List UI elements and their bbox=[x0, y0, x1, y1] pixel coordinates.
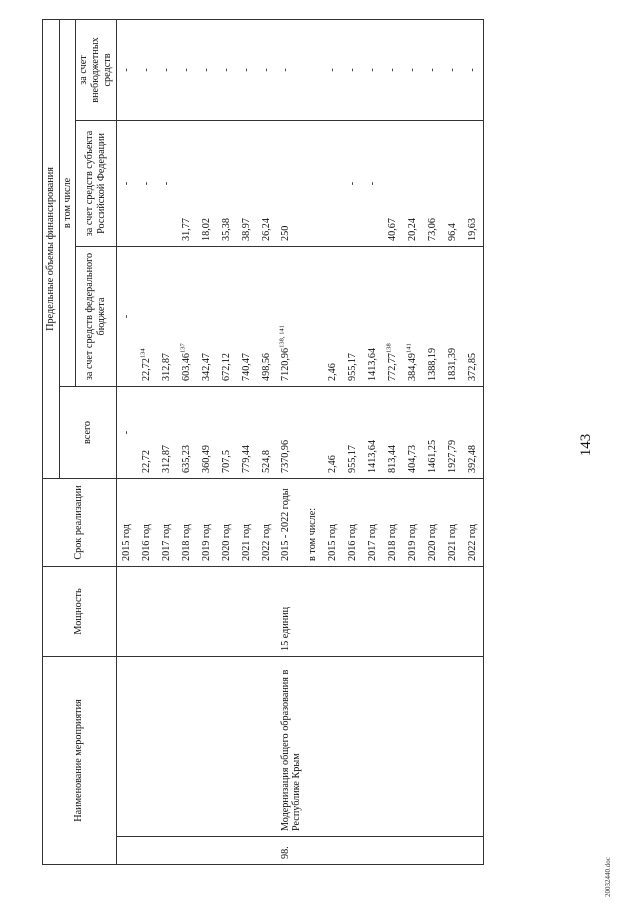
cell-regional: 26,24 bbox=[257, 120, 277, 246]
cell-federal bbox=[383, 246, 403, 386]
cell-extra: - bbox=[323, 19, 343, 120]
cell-regional: - bbox=[116, 120, 137, 246]
cell-name bbox=[303, 656, 323, 836]
cell-federal bbox=[137, 246, 157, 386]
cell-period: 2015 год bbox=[116, 478, 137, 566]
footnote-ref: 138 bbox=[385, 343, 393, 353]
cell-name bbox=[443, 656, 463, 836]
cell-total: 524,8 bbox=[257, 386, 277, 478]
cell-number bbox=[116, 837, 137, 865]
table-row bbox=[363, 19, 383, 864]
item-total: 7370,96 bbox=[277, 386, 303, 478]
cell-total: 707,5 bbox=[217, 386, 237, 478]
cell-number bbox=[383, 837, 403, 865]
cell-regional: - bbox=[363, 120, 383, 246]
cell-total: 635,23 bbox=[177, 386, 197, 478]
cell-federal bbox=[343, 246, 363, 386]
cell-extra: - bbox=[197, 19, 217, 120]
cell-total: 312,87 bbox=[157, 386, 177, 478]
federal-value: 1413,64 bbox=[367, 347, 379, 381]
table-row bbox=[343, 19, 363, 864]
cell-period: 2017 год bbox=[363, 478, 383, 566]
cell-total: 1927,79 bbox=[443, 386, 463, 478]
cell-period: 2017 год bbox=[157, 478, 177, 566]
federal-value: 955,17 bbox=[347, 352, 359, 381]
cell-number bbox=[157, 837, 177, 865]
cell-total: 2,46 bbox=[323, 386, 343, 478]
cell-extra: - bbox=[257, 19, 277, 120]
cell-extra: - bbox=[217, 19, 237, 120]
table-row bbox=[403, 19, 423, 864]
cell-name bbox=[197, 656, 217, 836]
cell-total: 404,73 bbox=[403, 386, 423, 478]
cell-federal bbox=[403, 246, 423, 386]
federal-value: 672,12 bbox=[220, 352, 232, 381]
cell-regional: - bbox=[157, 120, 177, 246]
item-extra: - bbox=[277, 19, 303, 120]
cell-extra: - bbox=[463, 19, 484, 120]
footnote-ref: 134 bbox=[139, 348, 147, 359]
cell-period: 2021 год bbox=[443, 478, 463, 566]
cell-capacity bbox=[257, 566, 277, 656]
item-capacity: 15 единиц bbox=[277, 566, 303, 656]
cell-period: 2016 год bbox=[343, 478, 363, 566]
cell-federal bbox=[237, 246, 257, 386]
federal-value: 498,56 bbox=[260, 352, 272, 381]
cell-total: 779,44 bbox=[237, 386, 257, 478]
cell-period: 2015 год bbox=[323, 478, 343, 566]
federal-value: 2,46 bbox=[327, 363, 339, 381]
federal-value: 342,47 bbox=[200, 352, 212, 381]
cell-extra: - bbox=[237, 19, 257, 120]
item-regional: 250 bbox=[277, 120, 303, 246]
table-row bbox=[463, 19, 484, 864]
cell-total: 813,44 bbox=[383, 386, 403, 478]
cell-number bbox=[343, 837, 363, 865]
table-row-item-98 bbox=[277, 19, 303, 864]
cell-extra: - bbox=[157, 19, 177, 120]
federal-value: 7120,96 bbox=[279, 347, 291, 381]
cell-name bbox=[343, 656, 363, 836]
cell-period: 2022 год bbox=[463, 478, 484, 566]
cell-extra: - bbox=[116, 19, 137, 120]
cell-regional: 31,77 bbox=[177, 120, 197, 246]
cell-regional bbox=[303, 120, 323, 246]
footnote-ref: 138, 141 bbox=[278, 325, 286, 348]
financing-table bbox=[42, 19, 484, 865]
header-including: в том числе bbox=[59, 19, 76, 386]
cell-federal bbox=[323, 246, 343, 386]
cell-capacity bbox=[217, 566, 237, 656]
cell-capacity bbox=[383, 566, 403, 656]
cell-name bbox=[257, 656, 277, 836]
cell-total: 392,48 bbox=[463, 386, 484, 478]
page-number: 143 bbox=[578, 433, 594, 457]
cell-name bbox=[363, 656, 383, 836]
cell-regional: 40,67 bbox=[383, 120, 403, 246]
cell-federal bbox=[217, 246, 237, 386]
cell-number bbox=[137, 837, 157, 865]
federal-value: 1388,19 bbox=[427, 347, 439, 381]
cell-total: 955,17 bbox=[343, 386, 363, 478]
table-row bbox=[257, 19, 277, 864]
cell-capacity bbox=[177, 566, 197, 656]
cell-regional: 19,63 bbox=[463, 120, 484, 246]
table-row bbox=[323, 19, 343, 864]
header-total: всего bbox=[59, 386, 116, 478]
table-row bbox=[197, 19, 217, 864]
cell-name bbox=[403, 656, 423, 836]
footer-code: 20032440.doc bbox=[604, 857, 612, 897]
federal-value: - bbox=[120, 314, 132, 319]
cell-extra bbox=[303, 19, 323, 120]
cell-name bbox=[383, 656, 403, 836]
cell-number bbox=[177, 837, 197, 865]
cell-period: 2020 год bbox=[217, 478, 237, 566]
table-row bbox=[137, 19, 157, 864]
cell-number bbox=[237, 837, 257, 865]
federal-value: 372,85 bbox=[467, 352, 479, 381]
table-body bbox=[116, 19, 483, 864]
cell-extra: - bbox=[343, 19, 363, 120]
item-federal bbox=[277, 246, 303, 386]
cell-regional: 20,24 bbox=[403, 120, 423, 246]
cell-number bbox=[197, 837, 217, 865]
table-row bbox=[217, 19, 237, 864]
federal-value: 384,49 bbox=[407, 352, 419, 381]
including-label: в том числе: bbox=[303, 478, 323, 566]
cell-name bbox=[323, 656, 343, 836]
cell-period: 2019 год bbox=[403, 478, 423, 566]
cell-period: 2022 год bbox=[257, 478, 277, 566]
cell-number bbox=[363, 837, 383, 865]
cell-extra: - bbox=[443, 19, 463, 120]
item-period: 2015 - 2022 годы bbox=[277, 478, 303, 566]
cell-federal bbox=[257, 246, 277, 386]
cell-regional: 35,38 bbox=[217, 120, 237, 246]
cell-federal bbox=[197, 246, 217, 386]
header-federal: за счет средств федерального бюджета bbox=[76, 246, 116, 386]
cell-federal bbox=[157, 246, 177, 386]
header-period: Срок реализации bbox=[43, 478, 117, 566]
header-capacity: Мощность bbox=[43, 566, 117, 656]
cell-capacity bbox=[403, 566, 423, 656]
cell-capacity bbox=[363, 566, 383, 656]
cell-number bbox=[463, 837, 484, 865]
cell-total: 22,72 bbox=[137, 386, 157, 478]
cell-total: 360,49 bbox=[197, 386, 217, 478]
cell-capacity bbox=[116, 566, 137, 656]
item-name: Модернизация общего образования в Республике Крым bbox=[277, 656, 303, 836]
cell-extra: - bbox=[177, 19, 197, 120]
cell-regional: 96,4 bbox=[443, 120, 463, 246]
cell-total: 1461,25 bbox=[423, 386, 443, 478]
cell-federal bbox=[303, 246, 323, 386]
cell-number bbox=[443, 837, 463, 865]
cell-capacity bbox=[323, 566, 343, 656]
cell-total: 1413,64 bbox=[363, 386, 383, 478]
cell-name bbox=[137, 656, 157, 836]
cell-capacity bbox=[237, 566, 257, 656]
cell-capacity bbox=[463, 566, 484, 656]
table-row bbox=[116, 19, 137, 864]
cell-regional: - bbox=[343, 120, 363, 246]
cell-name bbox=[116, 656, 137, 836]
footnote-ref: 141 bbox=[405, 343, 413, 353]
federal-value: 603,46 bbox=[180, 352, 192, 381]
cell-name bbox=[237, 656, 257, 836]
cell-number bbox=[217, 837, 237, 865]
cell-number bbox=[323, 837, 343, 865]
table-row bbox=[157, 19, 177, 864]
cell-federal bbox=[463, 246, 484, 386]
table-row bbox=[423, 19, 443, 864]
cell-capacity bbox=[197, 566, 217, 656]
cell-extra: - bbox=[363, 19, 383, 120]
cell-name bbox=[157, 656, 177, 836]
cell-name bbox=[423, 656, 443, 836]
cell-extra: - bbox=[423, 19, 443, 120]
cell-regional: 18,02 bbox=[197, 120, 217, 246]
item-number: 98. bbox=[277, 837, 303, 865]
cell-name bbox=[217, 656, 237, 836]
cell-federal bbox=[177, 246, 197, 386]
cell-total bbox=[303, 386, 323, 478]
cell-period: 2016 год bbox=[137, 478, 157, 566]
header-financing: Предельные объемы финансирования bbox=[43, 19, 60, 478]
cell-capacity bbox=[157, 566, 177, 656]
federal-value: 22,72 bbox=[140, 358, 152, 381]
cell-name bbox=[177, 656, 197, 836]
cell-regional: - bbox=[137, 120, 157, 246]
cell-federal bbox=[423, 246, 443, 386]
cell-number bbox=[423, 837, 443, 865]
cell-capacity bbox=[303, 566, 323, 656]
cell-number bbox=[303, 837, 323, 865]
cell-period: 2018 год bbox=[177, 478, 197, 566]
header-regional: за счет средств субъекта Российской Федерации bbox=[76, 120, 116, 246]
cell-period: 2020 год bbox=[423, 478, 443, 566]
federal-value: 1831,39 bbox=[447, 347, 459, 381]
table-row bbox=[237, 19, 257, 864]
table-row bbox=[177, 19, 197, 864]
cell-period: 2018 год bbox=[383, 478, 403, 566]
cell-name bbox=[463, 656, 484, 836]
table-row-including bbox=[303, 19, 323, 864]
footnote-ref: 137 bbox=[179, 343, 187, 353]
cell-capacity bbox=[443, 566, 463, 656]
cell-federal bbox=[363, 246, 383, 386]
table-row bbox=[443, 19, 463, 864]
cell-extra: - bbox=[137, 19, 157, 120]
header-name: Наименование мероприятия bbox=[43, 656, 117, 864]
federal-value: 312,87 bbox=[160, 352, 172, 381]
cell-capacity bbox=[343, 566, 363, 656]
cell-number bbox=[257, 837, 277, 865]
cell-regional bbox=[323, 120, 343, 246]
cell-regional: 38,97 bbox=[237, 120, 257, 246]
cell-period: 2019 год bbox=[197, 478, 217, 566]
cell-federal bbox=[443, 246, 463, 386]
cell-number bbox=[403, 837, 423, 865]
federal-value: 740,47 bbox=[240, 352, 252, 381]
cell-extra: - bbox=[383, 19, 403, 120]
cell-federal bbox=[116, 246, 137, 386]
cell-capacity bbox=[423, 566, 443, 656]
cell-regional: 73,06 bbox=[423, 120, 443, 246]
cell-total: - bbox=[116, 386, 137, 478]
cell-extra: - bbox=[403, 19, 423, 120]
cell-capacity bbox=[137, 566, 157, 656]
federal-value: 772,77 bbox=[387, 352, 399, 381]
header-extra: за счет внебюджетных средств bbox=[76, 19, 116, 120]
cell-period: 2021 год bbox=[237, 478, 257, 566]
table-row bbox=[383, 19, 403, 864]
